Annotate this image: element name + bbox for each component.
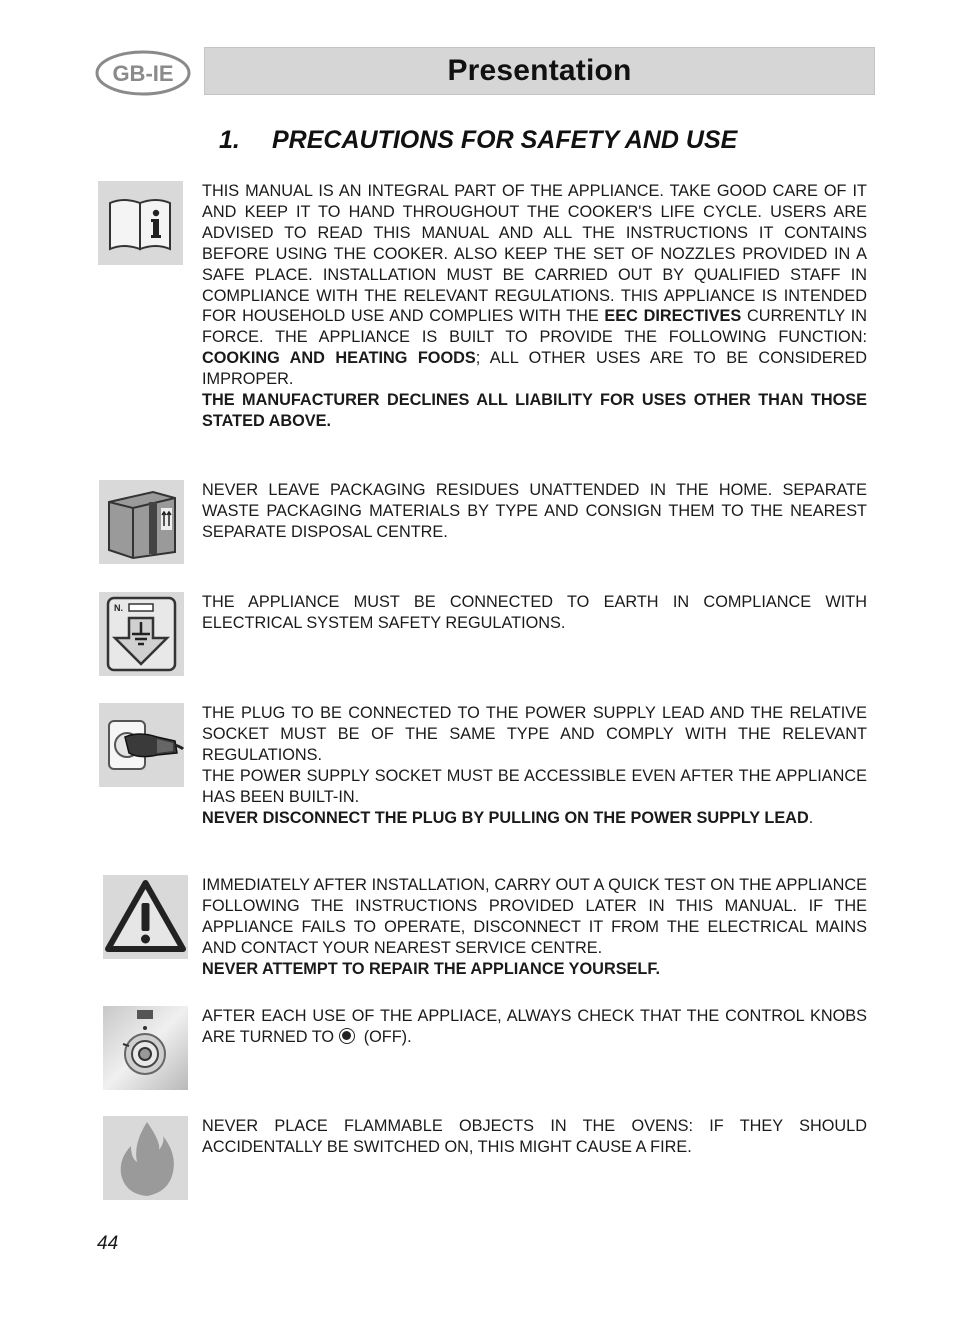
text-span: AFTER EACH USE OF THE APPLIACE, ALWAYS CHECK THAT THE CONTROL KNOBS ARE TURNED TO <box>202 1007 867 1046</box>
packaging-paragraph: NEVER LEAVE PACKAGING RESIDUES UNATTENDED IN THE HOME. SEPARATE WASTE PACKAGING MATERIALS BY TYPE AND CONSIGN THEM TO THE NEAREST SEPARATE DISPOSAL CENTRE. <box>202 481 867 541</box>
plug-socket-icon <box>99 703 184 787</box>
page-title: Presentation <box>447 54 632 87</box>
knobs-text <box>202 1006 867 1048</box>
function-bold: COOKING AND HEATING FOODS <box>202 349 476 368</box>
plug-paragraph-3 <box>202 808 867 829</box>
earth-text <box>202 592 867 634</box>
earth-paragraph: THE APPLIANCE MUST BE CONNECTED TO EARTH IN COMPLIANCE WITH ELECTRICAL SYSTEM SAFETY REGULATIONS. <box>202 593 867 632</box>
earth-ground-icon <box>99 592 184 676</box>
header-bar <box>204 47 875 95</box>
text-span: THIS MANUAL IS AN INTEGRAL PART OF THE APPLIANCE. TAKE GOOD CARE OF IT AND KEEP IT TO HAND THROUGHOUT THE COOKER'S LIFE CYCLE. USERS ARE ADVISED TO READ THIS MANUAL AND ALL THE INSTRUCTIONS IT CONTAINS BEFORE USING THE COOKER. ALSO KEEP THE SET OF NOZZLES PROVIDED IN A SAFE PLACE. INSTALLATION MUST BE CARRIED OUT BY QUALIFIED STAFF IN COMPLIANCE WITH THE RELEVANT REGULATIONS. THIS APPLIANCE IS INTENDED FOR HOUSEHOLD USE AND COMPLIES WITH THE <box>202 182 867 326</box>
eec-directives-bold: EEC DIRECTIVES <box>604 307 742 326</box>
plug-text <box>202 703 867 828</box>
test-paragraph: IMMEDIATELY AFTER INSTALLATION, CARRY OUT A QUICK TEST ON THE APPLIANCE FOLLOWING THE INSTRUCTIONS PROVIDED LATER IN THIS MANUAL. IF THE APPLIANCE FAILS TO OPERATE, DISCONNECT IT FROM THE ELECTRICAL MAINS AND CONTACT YOUR NEAREST SERVICE CENTRE. <box>202 876 867 957</box>
off-position-icon <box>339 1028 355 1044</box>
section-title: PRECAUTIONS FOR SAFETY AND USE <box>272 126 738 154</box>
knobs-paragraph <box>202 1006 867 1048</box>
flammable-text <box>202 1116 867 1158</box>
svg-text:N.: N. <box>114 603 123 613</box>
test-text <box>202 875 867 980</box>
text-span: ; ALL OTHER USES ARE TO BE CONSIDERED IMPROPER. <box>202 349 867 389</box>
liability-notice: THE MANUFACTURER DECLINES ALL LIABILITY FOR USES OTHER THAN THOSE STATED ABOVE. <box>202 391 867 430</box>
text-span: CURRENTLY IN FORCE. THE APPLIANCE IS BUILT TO PROVIDE THE FOLLOWING FUNCTION: <box>202 307 867 347</box>
flammable-paragraph: NEVER PLACE FLAMMABLE OBJECTS IN THE OVENS: IF THEY SHOULD ACCIDENTALLY BE SWITCHED ON, THIS MIGHT CAUSE A FIRE. <box>202 1117 867 1156</box>
warning-triangle-icon <box>103 875 188 959</box>
packaging-text <box>202 480 867 543</box>
manual-text <box>202 181 867 432</box>
text-span: (OFF). <box>363 1027 412 1046</box>
plug-warning-bold: NEVER DISCONNECT THE PLUG BY PULLING ON THE POWER SUPPLY LEAD <box>202 808 809 827</box>
logo-text: GB-IE <box>112 61 174 86</box>
section-number: 1. <box>219 126 240 154</box>
page-number: 44 <box>97 1233 119 1254</box>
text-span: . <box>808 808 814 827</box>
repair-warning-bold: NEVER ATTEMPT TO REPAIR THE APPLIANCE YOURSELF. <box>202 959 661 978</box>
flame-icon <box>103 1116 188 1200</box>
manual-paragraph <box>202 181 867 390</box>
section-heading <box>219 126 737 155</box>
plug-paragraph-1: THE PLUG TO BE CONNECTED TO THE POWER SUPPLY LEAD AND THE RELATIVE SOCKET MUST BE OF THE SAME TYPE AND COMPLY WITH THE RELEVANT REGULATIONS. <box>202 704 867 764</box>
plug-paragraph-2: THE POWER SUPPLY SOCKET MUST BE ACCESSIBLE EVEN AFTER THE APPLIANCE HAS BEEN BUILT-IN. <box>202 766 867 806</box>
manual-info-icon <box>98 181 183 265</box>
gb-ie-logo <box>95 50 191 96</box>
control-knob-icon <box>103 1006 188 1090</box>
packaging-box-icon <box>99 480 184 564</box>
